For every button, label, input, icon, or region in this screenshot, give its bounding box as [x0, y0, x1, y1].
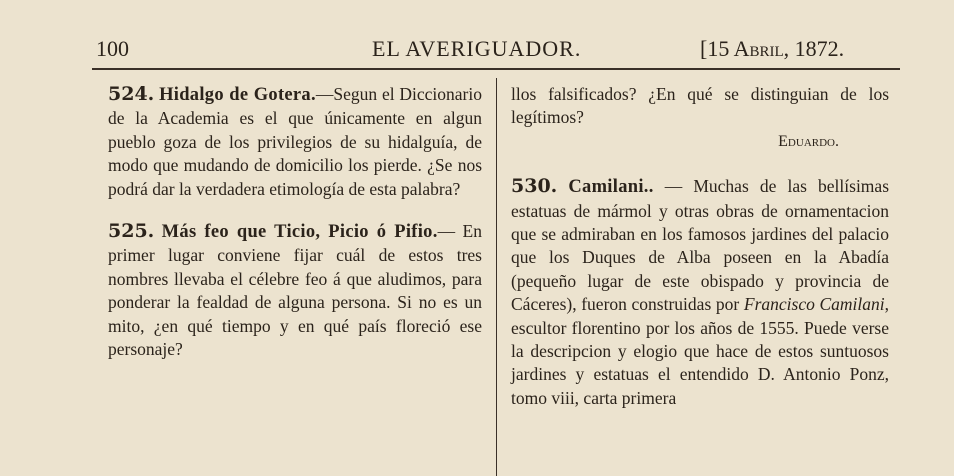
entry-heading: Camilani..: [568, 177, 654, 198]
issue-date: [15 Abril, 1872.: [700, 36, 845, 61]
journal-title: EL AVERIGUADOR.: [372, 36, 582, 61]
paragraph-gap: [511, 153, 889, 175]
entry-530: [511, 175, 889, 410]
entry-number: 530.: [511, 175, 558, 198]
signature: Eduardo.: [778, 132, 839, 150]
entry-525: [108, 220, 482, 361]
entry-524: [108, 83, 482, 201]
paragraph-gap: [108, 201, 482, 220]
entry-number: 524.: [108, 83, 155, 105]
entry-text: , escultor florentino por los años de 1555. Puede verse la descripcion y elogio que hace de estos suntuosos jardines y estatuas el entendido D. Antonio Ponz, tomo viii, carta primera: [511, 294, 889, 408]
entry-text: — Muchas de las bellísimas estatuas de mármol y otras obras de ornamentacion que se admiraban en los famosos jardines del palacio que los Duques de Alba poseen en la Abadía (pequeño lugar de este obispado y provincia de Cáceres), fueron construidas por: [511, 176, 889, 315]
entry-heading: Hidalgo de Gotera.: [159, 85, 316, 105]
continued-text: llos falsificados? ¿En qué se distinguian de los legítimos?: [511, 84, 889, 128]
column-divider: [496, 78, 497, 476]
entry-text: —Segun el Diccionario de la Academia es el que únicamente en algun pueblo goza de los privilegios de su hidalguía, de modo que mudando de domicilio los pierde. ¿Se nos podrá dar la verdadera etimología de esta palabra?: [108, 84, 482, 199]
running-header: [0, 36, 954, 64]
left-column: [108, 83, 482, 361]
entry-text: — En primer lugar conviene fijar cuál de estos tres nombres llevaba el célebre feo á que aludimos, para ponderar la fealdad de alguna persona. Si no es un mito, ¿en qué tiempo y en qué país floreció ese personaje?: [108, 221, 482, 360]
header-rule: [92, 68, 900, 70]
page-number: 100: [96, 36, 129, 61]
sculptor-name: Francisco Camilani: [743, 294, 885, 315]
entry-heading: Más feo que Ticio, Picio ó Pifio.: [161, 222, 438, 243]
right-column: [511, 83, 889, 410]
entry-number: 525.: [108, 220, 155, 243]
